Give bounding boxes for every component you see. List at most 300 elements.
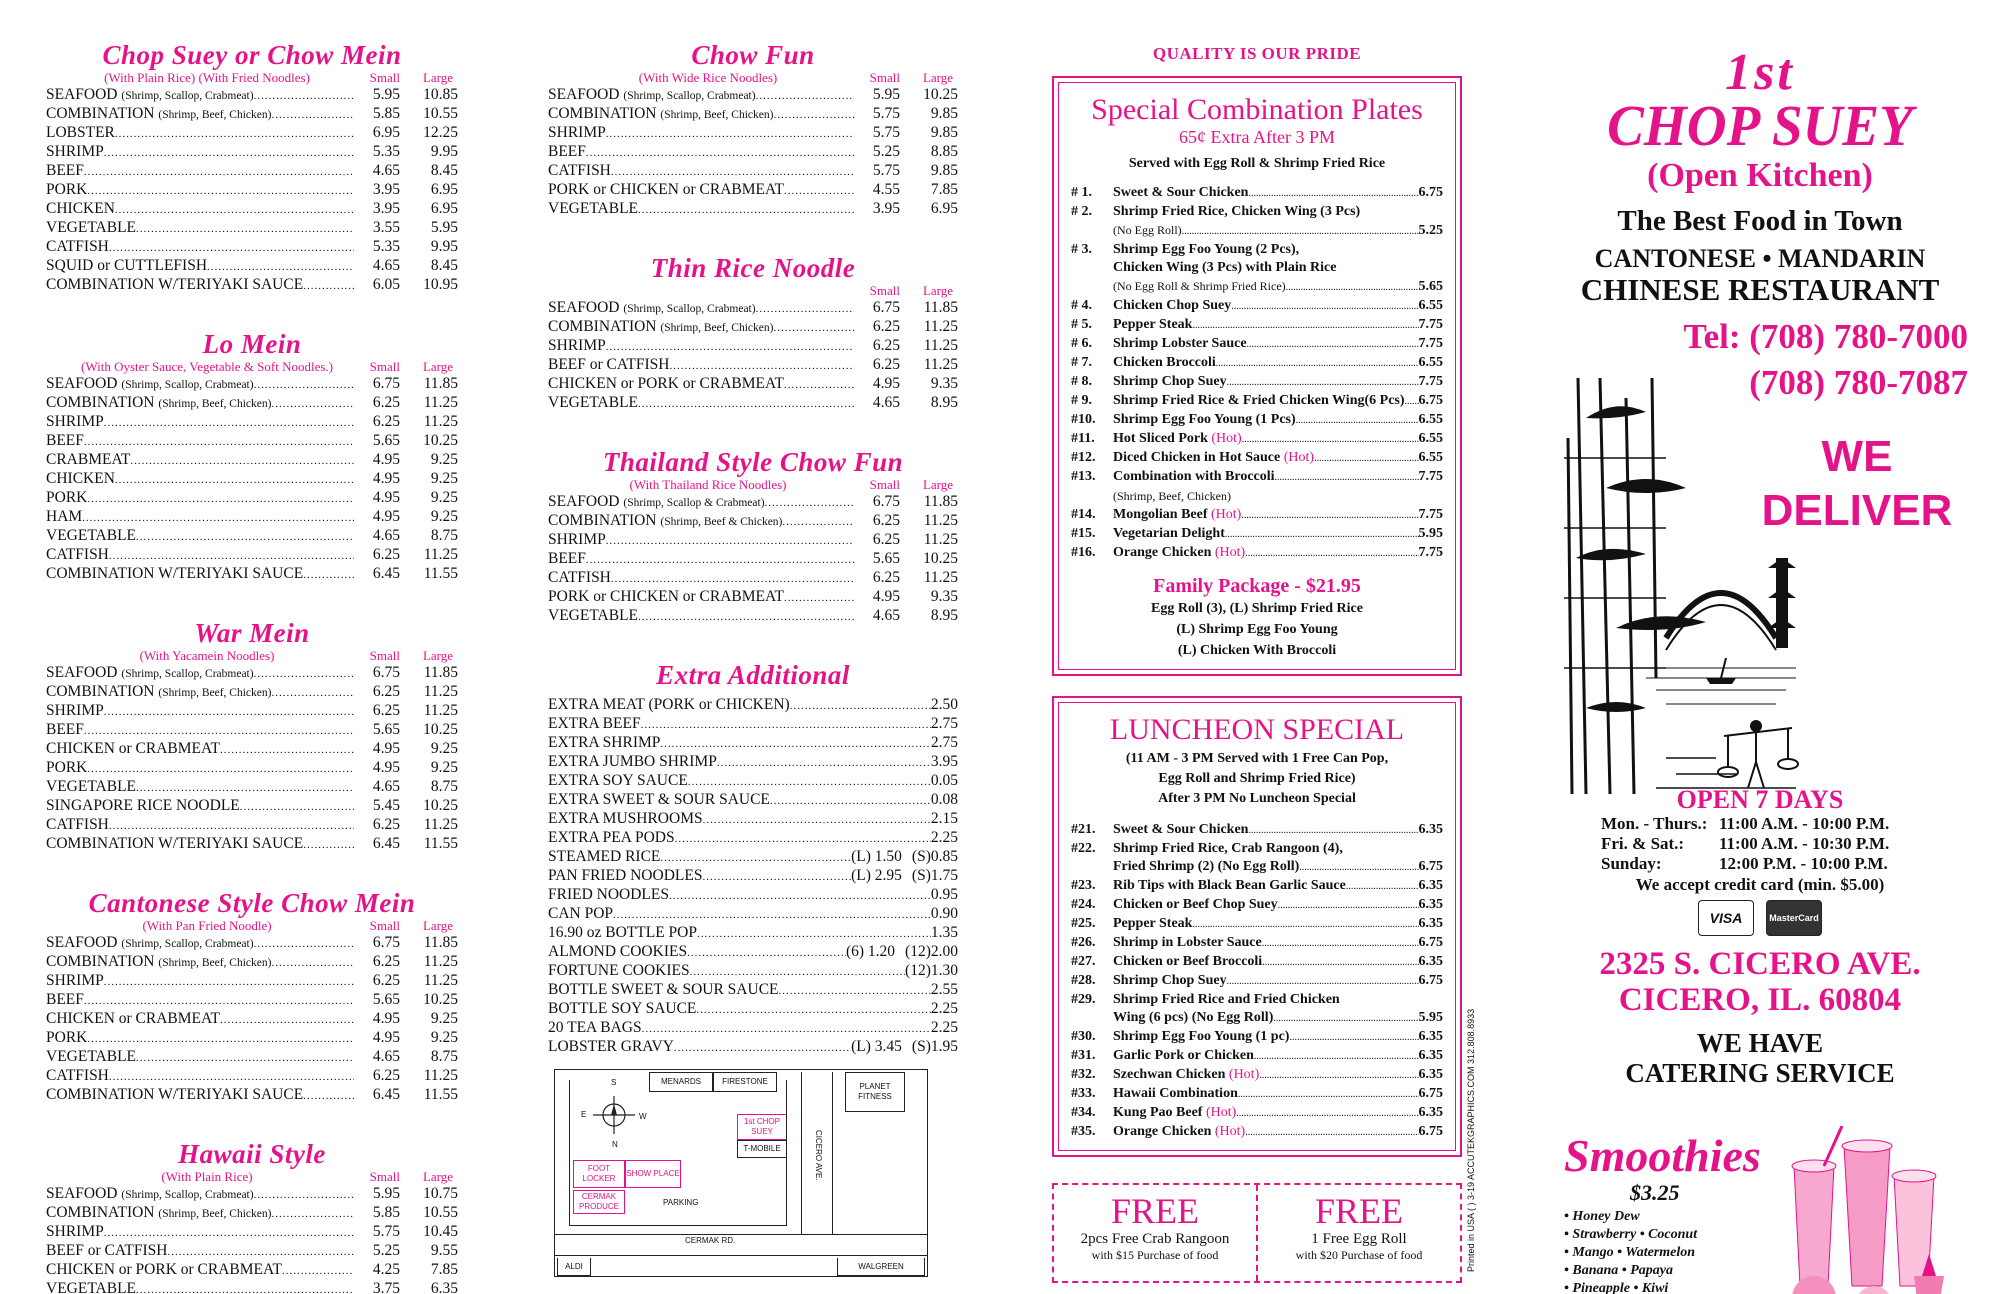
- item-name: [1113, 449, 1314, 467]
- item-name: [1113, 1009, 1273, 1027]
- price-large: 8.75: [430, 778, 458, 795]
- leader-dots: [675, 829, 931, 848]
- specials-column: [1052, 44, 1462, 1283]
- menu-item: [548, 200, 958, 219]
- item-price: 6.75: [1418, 973, 1443, 988]
- price-small: 6.25: [872, 356, 900, 373]
- item-name-text: (Shrimp, Beef, Chicken): [1113, 489, 1231, 503]
- item-price: 6.75: [1418, 393, 1443, 408]
- item-detail: (Shrimp, Scallop, Crabmeat): [121, 379, 254, 391]
- item-name: [1113, 335, 1247, 353]
- item-name-text: BEEF or CATFISH: [46, 1242, 168, 1259]
- item-name: [46, 105, 271, 124]
- item-name: [1113, 221, 1182, 240]
- item-name: LOBSTER GRAVY: [548, 1038, 674, 1055]
- special-item: [1071, 430, 1443, 449]
- leader-dots: [703, 810, 931, 829]
- price-large: 9.25: [430, 508, 458, 525]
- hours-row: [1550, 834, 1970, 854]
- special-item: [1071, 221, 1443, 241]
- item-name: [46, 797, 240, 815]
- item-detail: (Shrimp, Scallop, Crabmeat): [121, 90, 254, 102]
- menu-item: [548, 375, 958, 394]
- item-number: # 3.: [1071, 242, 1092, 257]
- price-small: 5.65: [372, 432, 400, 449]
- section-title: Hawaii Style: [178, 1139, 326, 1169]
- item-name: 16.90 oz BOTTLE POP: [548, 924, 697, 941]
- price-small: 6.45: [372, 565, 400, 582]
- leader-dots: [611, 569, 854, 588]
- section-title: War Mein: [194, 618, 310, 648]
- restaurant-info-column: [1550, 44, 1970, 1294]
- leader-dots: [1289, 1028, 1418, 1047]
- item-name-text: SQUID or CUTTLEFISH: [46, 257, 208, 274]
- tagline: The Best Food in Town: [1617, 205, 1903, 237]
- section-subheader: [46, 359, 458, 375]
- item-name: [1113, 1028, 1289, 1046]
- price-small: 5.75: [872, 105, 900, 122]
- price-large: 11.25: [923, 356, 958, 373]
- item-name: [1113, 1104, 1236, 1122]
- price-large: 10.45: [423, 1223, 458, 1240]
- item-name: [1113, 1123, 1245, 1141]
- item-name: EXTRA SOY SAUCE: [548, 772, 688, 789]
- special-item: [1071, 858, 1443, 877]
- phone-1[interactable]: Tel: (708) 780-7000: [1683, 317, 1968, 356]
- item-price: 6.35: [1418, 822, 1443, 837]
- item-name-text: BEEF: [46, 162, 84, 179]
- coupon-crab-rangoon[interactable]: [1054, 1185, 1256, 1281]
- price-large: 9.25: [430, 451, 458, 468]
- restaurant-type: CHINESE RESTAURANT: [1580, 272, 1940, 307]
- hot-label: (Hot): [1283, 450, 1315, 465]
- leader-dots: [240, 797, 354, 816]
- section-subtitle: (With Wide Rice Noodles): [638, 70, 778, 85]
- price-large: 11.25: [423, 413, 458, 430]
- we-deliver: [1752, 430, 1962, 538]
- section-title: Thin Rice Noodle: [650, 253, 856, 283]
- leader-dots: [1262, 953, 1418, 972]
- section-subheader: [548, 70, 958, 86]
- price-small: 6.25: [872, 318, 900, 335]
- menu-item: [548, 772, 958, 791]
- item-name: [46, 835, 303, 853]
- item-name-text: CHICKEN or PORK or CRABMEAT: [46, 1261, 282, 1278]
- map-aldi: ALDI: [557, 1258, 591, 1276]
- menu-item: [548, 569, 958, 588]
- lunch-title: LUNCHEON SPECIAL: [1109, 713, 1405, 746]
- price-small: 3.75: [372, 1280, 400, 1294]
- smoothie-flavor: • Strawberry • Coconut: [1564, 1227, 1698, 1242]
- item-price: 6.35: [1418, 916, 1443, 931]
- leader-dots: [642, 1019, 931, 1038]
- item-number: #22.: [1071, 841, 1096, 856]
- leader-dots: [87, 489, 354, 508]
- item-name-text: (No Egg Roll): [1113, 223, 1182, 237]
- leader-dots: [303, 565, 354, 584]
- menu-item: [46, 702, 458, 721]
- item-number: # 7.: [1071, 355, 1092, 370]
- address-city[interactable]: CICERO, IL. 60804: [1618, 982, 1902, 1018]
- price-small: 5.45: [372, 797, 400, 814]
- price-large: 10.95: [423, 276, 458, 293]
- price-large: 6.95: [930, 200, 958, 217]
- item-name: [46, 1204, 271, 1223]
- smoothie-flavor: • Banana • Papaya: [1564, 1263, 1673, 1278]
- price-small: 6.75: [372, 375, 400, 392]
- price-large: 10.25: [423, 991, 458, 1008]
- price-large: 11.25: [923, 531, 958, 548]
- price-small: 4.65: [372, 162, 400, 179]
- price-small: 6.25: [372, 413, 400, 430]
- special-item: [1071, 877, 1443, 896]
- hours-day: Sunday:: [1601, 854, 1662, 873]
- item-price: 5.25: [1418, 223, 1443, 238]
- family-package-item: Egg Roll (3), (L) Shrimp Fried Rice: [1151, 601, 1363, 616]
- leader-dots: [784, 375, 854, 394]
- item-detail: (Shrimp, Beef, Chicken): [158, 109, 272, 121]
- family-package-title: Family Package - $21.95: [1153, 575, 1361, 597]
- leader-dots: [765, 493, 854, 512]
- leader-dots: [136, 1280, 354, 1294]
- item-price: 7.75: [1418, 507, 1443, 522]
- leader-dots: [1227, 373, 1419, 392]
- price-small: 6.25: [872, 531, 900, 548]
- leader-dots: [697, 924, 931, 943]
- item-name: [1113, 184, 1248, 202]
- price-large: 11.25: [923, 318, 958, 335]
- menu-item: [46, 181, 458, 200]
- combination-plates-box: [1052, 76, 1462, 676]
- leader-dots: [136, 1048, 354, 1067]
- item-name: [548, 588, 784, 606]
- special-item: [1071, 1009, 1443, 1028]
- item-name-text: Chicken Wing (3 Pcs) with Plain Rice: [1113, 260, 1337, 275]
- hours-day: Mon. - Thurs.:: [1601, 814, 1708, 833]
- leader-dots: [84, 721, 354, 740]
- price-large: 11.85: [923, 299, 958, 316]
- menu-item: [46, 1242, 458, 1261]
- menu-item: [548, 696, 958, 715]
- price: 2.55: [930, 981, 958, 998]
- leader-dots: [773, 318, 854, 337]
- item-number: # 9.: [1071, 393, 1092, 408]
- item-price: 7.75: [1418, 469, 1443, 484]
- item-name: [1113, 241, 1299, 259]
- price-large: 9.85: [930, 124, 958, 141]
- menu-item: [46, 934, 458, 953]
- menu-item: [46, 778, 458, 797]
- item-name: [46, 162, 84, 180]
- section-subtitle: (With Oyster Sauce, Vegetable & Soft Noodles.): [81, 359, 333, 374]
- item-name: [1113, 877, 1346, 895]
- leader-dots: [784, 181, 854, 200]
- item-name: FORTUNE COOKIES: [548, 962, 690, 979]
- menu-item: [46, 1010, 458, 1029]
- item-name: [46, 394, 271, 413]
- section-subheader: [548, 283, 958, 299]
- item-name-text: COMBINATION: [46, 105, 155, 122]
- item-number: #11.: [1071, 431, 1095, 446]
- menu-item: [548, 143, 958, 162]
- item-number: #33.: [1071, 1086, 1096, 1101]
- price-small: 6.75: [372, 934, 400, 951]
- item-name: [548, 337, 606, 355]
- price-large: 10.25: [923, 86, 958, 103]
- location-map: [554, 1069, 928, 1277]
- visa-icon: VISA: [1698, 900, 1754, 936]
- map-t-mobile: T-MOBILE: [737, 1140, 787, 1158]
- item-name-text: CATFISH: [548, 162, 611, 179]
- menu-item: [548, 829, 958, 848]
- large-header: Large: [922, 283, 954, 298]
- item-name: STEAMED RICE: [548, 848, 661, 865]
- item-name-text: VEGETABLE: [46, 778, 137, 795]
- leader-dots: [660, 734, 930, 753]
- price: 2.25: [930, 829, 958, 846]
- item-name-text: COMBINATION: [548, 512, 657, 529]
- leader-dots: [1254, 1047, 1419, 1066]
- menu-item: [548, 588, 958, 607]
- menu-item: [46, 1029, 458, 1048]
- leader-dots: [1245, 1123, 1418, 1142]
- credit-card-note: We accept credit card (min. $5.00): [1635, 875, 1885, 894]
- special-item: [1071, 840, 1443, 858]
- coupon-free-label: FREE: [1314, 1191, 1403, 1231]
- leader-dots: [690, 962, 905, 981]
- item-name-text: COMBINATION W/TERIYAKI SAUCE: [46, 565, 304, 582]
- item-name-text: CATFISH: [46, 1067, 109, 1084]
- item-price: 6.55: [1418, 450, 1443, 465]
- price-small: 5.85: [372, 105, 400, 122]
- price-small: 4.95: [372, 1029, 400, 1046]
- item-name: EXTRA PEA PODS: [548, 829, 675, 846]
- leader-dots: [271, 1204, 354, 1223]
- price-option: (L) 3.45: [851, 1038, 902, 1055]
- coupon-condition: with $20 Purchase of food: [1295, 1248, 1423, 1262]
- leader-dots: [82, 508, 354, 527]
- section-thailand-chow-fun: [548, 447, 958, 626]
- item-name-text: SHRIMP: [548, 337, 606, 354]
- price-small: 6.25: [372, 972, 400, 989]
- leader-dots: [674, 1038, 851, 1057]
- hot-label: (Hot): [1205, 1105, 1237, 1120]
- leader-dots: [87, 181, 354, 200]
- menu-item: [46, 835, 458, 854]
- brand-open-kitchen: (Open Kitchen): [1647, 157, 1873, 194]
- special-item: [1071, 184, 1443, 203]
- map-show-place: SHOW PLACE: [625, 1160, 681, 1188]
- leader-dots: [669, 886, 931, 905]
- leader-dots: [271, 105, 354, 124]
- leader-dots: [254, 86, 354, 105]
- price-small: 5.25: [372, 1242, 400, 1259]
- compass-s: S: [611, 1078, 617, 1087]
- map-cermak-rd: CERMAK RD.: [685, 1236, 736, 1245]
- price-large: 10.75: [423, 1185, 458, 1202]
- item-name: [46, 702, 104, 720]
- item-name-text: SINGAPORE RICE NOODLE: [46, 797, 240, 814]
- item-name: BOTTLE SOY SAUCE: [548, 1000, 697, 1017]
- item-name: [46, 1261, 282, 1279]
- price-large: 11.25: [923, 337, 958, 354]
- item-name-text: Chicken Broccoli: [1113, 355, 1216, 370]
- leader-dots: [1273, 1009, 1418, 1028]
- price-small: 6.75: [872, 299, 900, 316]
- item-name-text: Orange Chicken: [1113, 1124, 1212, 1139]
- menu-item: [548, 356, 958, 375]
- item-name: [1113, 316, 1192, 334]
- price-large: 11.25: [423, 953, 458, 970]
- luncheon-special-box: [1052, 696, 1462, 1157]
- item-name-text: Vegetarian Delight: [1113, 526, 1225, 541]
- price-small: 4.55: [872, 181, 900, 198]
- item-price: 6.55: [1418, 298, 1443, 313]
- item-name: [46, 1223, 104, 1241]
- leader-dots: [303, 276, 354, 295]
- leader-dots: [613, 905, 931, 924]
- menu-item: [46, 105, 458, 124]
- price: 0.95: [930, 886, 958, 903]
- menu-item: [46, 413, 458, 432]
- leader-dots: [1236, 1104, 1418, 1123]
- coupon-free-label: FREE: [1110, 1191, 1199, 1231]
- price-small: 4.65: [372, 257, 400, 274]
- special-item: [1071, 915, 1443, 934]
- item-name-text: CATFISH: [46, 546, 109, 563]
- item-name: [46, 238, 109, 256]
- item-name: [46, 375, 254, 394]
- leader-dots: [688, 772, 931, 791]
- price-large: 6.95: [430, 181, 458, 198]
- special-item: [1071, 203, 1443, 221]
- item-number: # 8.: [1071, 374, 1092, 389]
- item-name-text: Diced Chicken in Hot Sauce: [1113, 450, 1281, 465]
- item-price: 5.95: [1418, 1010, 1443, 1025]
- menu-item: [548, 715, 958, 734]
- item-name: [548, 105, 773, 124]
- hot-label: (Hot): [1214, 1124, 1246, 1139]
- item-name-text: PORK or CHICKEN or CRABMEAT: [548, 588, 784, 605]
- leader-dots: [1192, 915, 1418, 934]
- item-name: [1113, 259, 1337, 277]
- small-header: Small: [369, 918, 400, 933]
- item-name: [1113, 1047, 1254, 1065]
- leader-dots: [254, 934, 354, 953]
- price: (S)1.75: [911, 867, 958, 884]
- price-large: 9.85: [930, 105, 958, 122]
- item-name: [548, 375, 784, 393]
- leader-dots: [271, 683, 354, 702]
- item-name: [1113, 991, 1340, 1009]
- special-item: [1071, 259, 1443, 277]
- item-number: #32.: [1071, 1067, 1096, 1082]
- item-price: 6.55: [1418, 355, 1443, 370]
- item-name-text: Szechwan Chicken: [1113, 1067, 1226, 1082]
- menu-column-1: [46, 40, 458, 1294]
- compass-w: W: [639, 1112, 647, 1121]
- item-name-text: SEAFOOD: [46, 375, 118, 392]
- item-name: [548, 86, 756, 105]
- price-large: 9.55: [430, 1242, 458, 1259]
- leader-dots: [782, 512, 854, 531]
- item-name-text: Shrimp Egg Foo Young (1 Pcs): [1113, 412, 1296, 427]
- item-price: 6.75: [1418, 1124, 1443, 1139]
- phone-2[interactable]: (708) 780-7087: [1749, 363, 1968, 402]
- price-option: (L) 2.95: [851, 867, 902, 884]
- price-large: 8.45: [430, 257, 458, 274]
- item-name-text: Shrimp Chop Suey: [1113, 973, 1227, 988]
- price-small: 3.95: [372, 181, 400, 198]
- menu-item: [548, 181, 958, 200]
- item-price: 6.35: [1418, 1105, 1443, 1120]
- item-name: [1113, 1066, 1259, 1084]
- item-name-text: Sweet & Sour Chicken: [1113, 185, 1249, 200]
- map-cermak-produce: CERMAK PRODUCE: [573, 1190, 625, 1214]
- price-small: 4.65: [372, 527, 400, 544]
- menu-column-2: [548, 40, 958, 1277]
- large-header: Large: [422, 648, 454, 663]
- price-large: 9.25: [430, 740, 458, 757]
- address-street[interactable]: 2325 S. CICERO AVE.: [1599, 946, 1921, 982]
- item-name-text: Chicken or Beef Broccoli: [1113, 954, 1263, 969]
- special-item: [1071, 241, 1443, 259]
- combo-subtitle: 65¢ Extra After 3 PM: [1179, 127, 1335, 147]
- leader-dots: [1286, 278, 1419, 297]
- item-number: # 2.: [1071, 204, 1092, 219]
- item-name: [548, 531, 606, 549]
- item-name: [46, 124, 115, 142]
- leader-dots: [790, 696, 931, 715]
- item-name: [46, 413, 104, 431]
- price-large: 11.25: [923, 569, 958, 586]
- leader-dots: [109, 1067, 354, 1086]
- leader-dots: [586, 550, 854, 569]
- leader-dots: [1248, 184, 1418, 203]
- leader-dots: [641, 715, 931, 734]
- menu-item: [548, 867, 958, 886]
- item-name-text: BEEF: [548, 550, 586, 567]
- item-number: #34.: [1071, 1105, 1096, 1120]
- menu-item: [46, 1185, 458, 1204]
- special-item: [1071, 411, 1443, 430]
- leader-dots: [104, 972, 354, 991]
- price-small: 3.95: [872, 200, 900, 217]
- item-name-text: CATFISH: [46, 238, 109, 255]
- leader-dots: [1346, 877, 1419, 896]
- item-name-text: Shrimp Egg Foo Young (2 Pcs),: [1113, 242, 1300, 257]
- item-name: [46, 953, 271, 972]
- item-number: #14.: [1071, 507, 1096, 522]
- leader-dots: [702, 867, 851, 886]
- special-item: [1071, 972, 1443, 991]
- item-name: [46, 1086, 303, 1104]
- leader-dots: [606, 124, 854, 143]
- item-price: 6.35: [1418, 954, 1443, 969]
- item-name: [548, 143, 586, 161]
- price-small: 5.95: [372, 86, 400, 103]
- menu-item: [46, 470, 458, 489]
- price-small: 6.25: [372, 953, 400, 970]
- item-name-text: BEEF or CATFISH: [548, 356, 670, 373]
- item-name: [46, 816, 109, 834]
- item-name-text: BEEF: [46, 721, 84, 738]
- item-number: #16.: [1071, 545, 1096, 560]
- leader-dots: [1227, 972, 1419, 991]
- coupon-egg-roll[interactable]: [1256, 1185, 1460, 1281]
- special-item: [1071, 1104, 1443, 1123]
- leader-dots: [638, 394, 854, 413]
